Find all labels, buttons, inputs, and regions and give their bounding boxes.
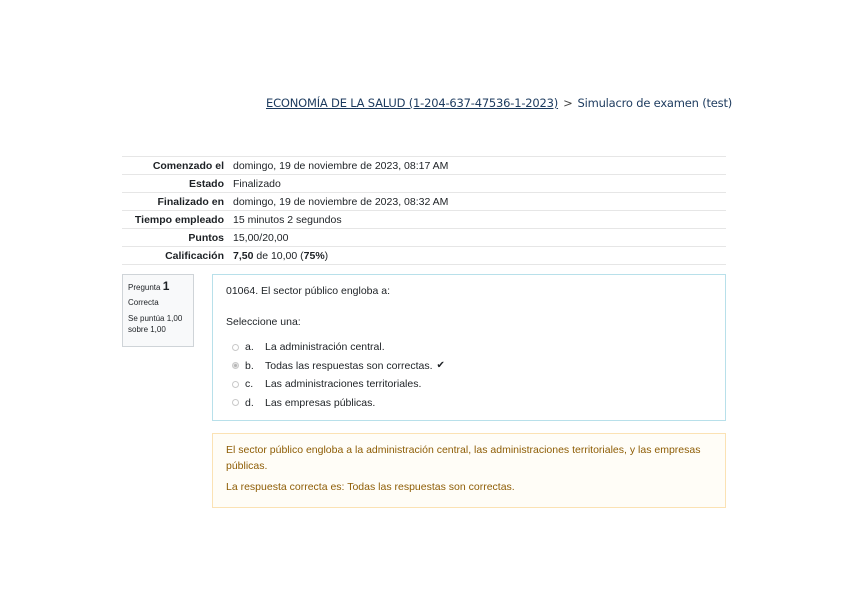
grade-middle: de 10,00 ( xyxy=(253,249,304,262)
radio-button[interactable] xyxy=(232,399,239,406)
attempt-summary-table xyxy=(122,156,726,265)
answer-letter: d. xyxy=(245,396,254,409)
summary-row-state xyxy=(122,175,726,193)
summary-value: 15,00/20,00 xyxy=(233,229,726,247)
question-content-box xyxy=(212,274,726,421)
answer-option-b[interactable] xyxy=(226,357,712,376)
summary-label: Estado xyxy=(122,175,233,193)
question-number xyxy=(128,279,188,293)
summary-value: Finalizado xyxy=(233,175,726,193)
answer-letter: a. xyxy=(245,341,254,354)
right-answer-feedback: La respuesta correcta es: Todas las respuestas son correctas. xyxy=(226,481,515,493)
summary-label: Finalizado en xyxy=(122,193,233,211)
answer-text: Las administraciones territoriales. xyxy=(265,378,422,391)
summary-value: 15 minutos 2 segundos xyxy=(233,211,726,229)
answer-option-c[interactable] xyxy=(226,375,712,394)
grade-end: ) xyxy=(324,249,329,262)
question-number-value: 1 xyxy=(162,279,170,293)
answer-option-d[interactable] xyxy=(226,394,712,413)
answer-list xyxy=(226,338,712,412)
summary-label: Tiempo empleado xyxy=(122,211,233,229)
summary-label: Calificación xyxy=(122,247,233,265)
check-icon: ✔ xyxy=(436,360,445,372)
answer-text: Todas las respuestas son correctas. xyxy=(265,359,433,372)
summary-row-grade xyxy=(122,247,726,265)
answer-option-a[interactable] xyxy=(226,338,712,357)
grade-score: 7,50 xyxy=(233,249,254,262)
answer-letter: c. xyxy=(245,378,254,391)
summary-row-finished xyxy=(122,193,726,211)
answer-text: La administración central. xyxy=(265,341,385,354)
question-label: Pregunta xyxy=(128,283,161,292)
summary-label: Puntos xyxy=(122,229,233,247)
question-grade: Se puntúa 1,00 sobre 1,00 xyxy=(128,314,183,334)
feedback-box xyxy=(212,433,726,508)
summary-row-time-taken xyxy=(122,211,726,229)
radio-button[interactable] xyxy=(232,344,239,351)
grade-value xyxy=(233,247,726,265)
summary-value: domingo, 19 de noviembre de 2023, 08:17 AM xyxy=(233,157,726,175)
radio-button-selected[interactable] xyxy=(232,362,239,369)
radio-button[interactable] xyxy=(232,381,239,388)
breadcrumb-course-link[interactable]: ECONOMÍA DE LA SALUD (1-204-637-47536-1-2023) xyxy=(266,96,559,110)
question-prompt: Seleccione una: xyxy=(226,316,301,328)
grade-percent: 75% xyxy=(303,249,325,262)
summary-value: domingo, 19 de noviembre de 2023, 08:32 AM xyxy=(233,193,726,211)
question-state: Correcta xyxy=(128,298,159,307)
breadcrumb xyxy=(266,96,732,110)
breadcrumb-separator: > xyxy=(563,96,573,110)
summary-label: Comenzado el xyxy=(122,157,233,175)
summary-row-marks xyxy=(122,229,726,247)
answer-letter: b. xyxy=(245,359,254,372)
question-info-box xyxy=(122,274,194,347)
general-feedback: El sector público engloba a la administración central, las administraciones territoriales, y las empresas públicas. xyxy=(226,444,701,472)
answer-text: Las empresas públicas. xyxy=(265,396,376,409)
breadcrumb-current: Simulacro de examen (test) xyxy=(577,96,733,110)
question-text: 01064. El sector público engloba a: xyxy=(226,285,391,297)
summary-row-started xyxy=(122,157,726,175)
